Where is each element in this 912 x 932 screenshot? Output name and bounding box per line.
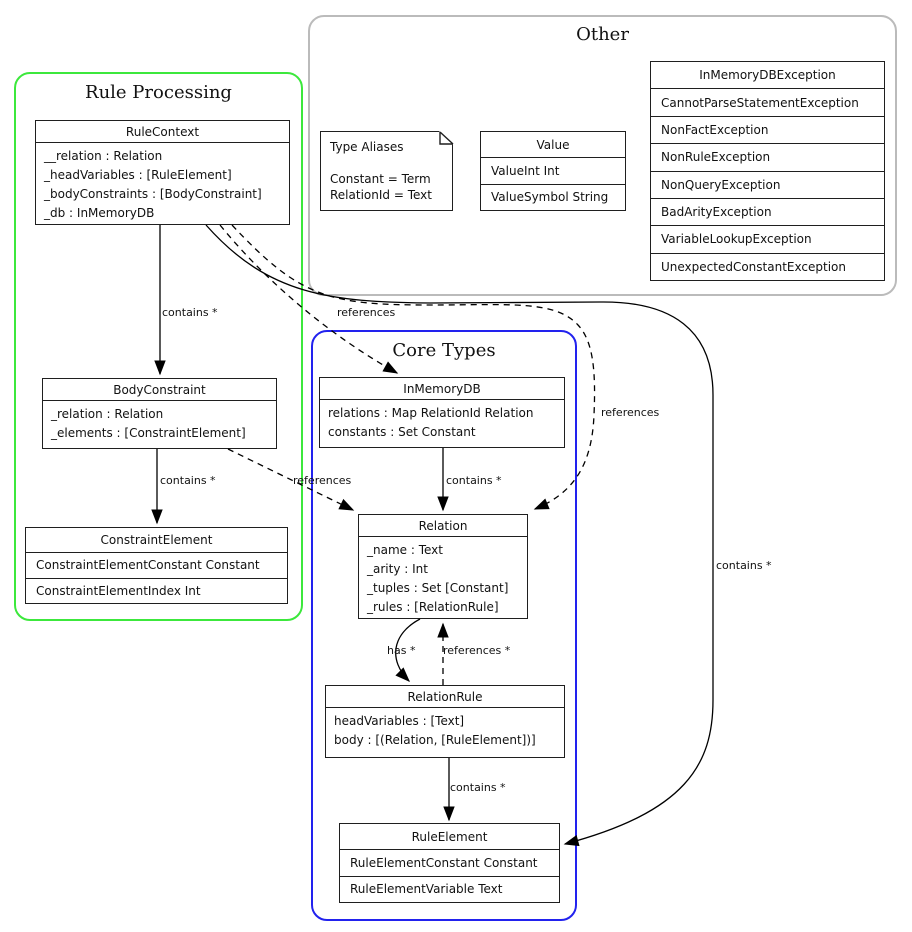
attr-line: relations : Map RelationId Relation bbox=[328, 406, 534, 420]
class-bodyconstraint-attrs bbox=[43, 401, 276, 448]
class-bodyconstraint bbox=[42, 378, 277, 449]
note-line: RelationId = Text bbox=[330, 188, 432, 202]
edge-label-contains: contains * bbox=[160, 474, 216, 487]
attr-line: _tuples : Set [Constant] bbox=[367, 581, 509, 595]
class-inmemorydb-attrs bbox=[320, 400, 564, 447]
note-title: Type Aliases bbox=[330, 140, 404, 154]
edge-label-references: references bbox=[601, 406, 660, 419]
type-aliases-note bbox=[320, 131, 453, 211]
class-value-name: Value bbox=[481, 132, 625, 158]
attr-line: _name : Text bbox=[367, 543, 443, 557]
variant-row: NonFactException bbox=[651, 117, 884, 144]
edge-label-contains: contains * bbox=[716, 559, 772, 572]
class-relation-attrs bbox=[359, 537, 527, 621]
attr-line: headVariables : [Text] bbox=[334, 714, 465, 728]
note-line: Constant = Term bbox=[330, 172, 431, 186]
variant-row: RuleElementConstant Constant bbox=[340, 850, 559, 876]
class-relationrule-attrs bbox=[326, 708, 564, 757]
class-bodyconstraint-name: BodyConstraint bbox=[43, 379, 276, 401]
group-title-rule-processing: Rule Processing bbox=[85, 82, 232, 103]
variant-row: NonRuleException bbox=[651, 144, 884, 171]
attr-line: _db : InMemoryDB bbox=[44, 206, 155, 220]
variant-row: BadArityException bbox=[651, 199, 884, 226]
edge-label-references: references bbox=[337, 306, 396, 319]
edge-label-references: references bbox=[293, 474, 352, 487]
class-inmemorydbexception bbox=[650, 61, 885, 281]
attr-line: __relation : Relation bbox=[44, 149, 163, 163]
attr-line: constants : Set Constant bbox=[328, 425, 476, 439]
variant-row: VariableLookupException bbox=[651, 226, 884, 253]
attr-line: _bodyConstraints : [BodyConstraint] bbox=[44, 187, 262, 201]
class-ruleelement bbox=[339, 823, 560, 903]
class-relation-name: Relation bbox=[359, 515, 527, 537]
class-value bbox=[480, 131, 626, 211]
variant-row: UnexpectedConstantException bbox=[661, 259, 846, 274]
class-rulecontext bbox=[35, 120, 290, 225]
variant-row: NonQueryException bbox=[651, 172, 884, 199]
class-inmemorydbexception-name: InMemoryDBException bbox=[651, 62, 884, 89]
attr-line: _rules : [RelationRule] bbox=[367, 600, 499, 614]
edge-label-has: has * bbox=[387, 644, 416, 657]
edge-label-contains: contains * bbox=[446, 474, 502, 487]
group-title-core-types: Core Types bbox=[392, 340, 496, 361]
note-fold-icon bbox=[439, 131, 454, 146]
variant-row: RuleElementVariable Text bbox=[350, 882, 503, 897]
class-ruleelement-name: RuleElement bbox=[340, 824, 559, 850]
edge-label-contains: contains * bbox=[162, 306, 218, 319]
variant-row: CannotParseStatementException bbox=[651, 89, 884, 116]
variant-row: ConstraintElementIndex Int bbox=[36, 583, 201, 598]
attr-line: _headVariables : [RuleElement] bbox=[44, 168, 232, 182]
class-rulecontext-attrs bbox=[36, 143, 289, 227]
attr-line: body : [(Relation, [RuleElement])] bbox=[334, 733, 536, 747]
variant-row: ConstraintElementConstant Constant bbox=[26, 553, 287, 578]
class-relation bbox=[358, 514, 528, 619]
class-rulecontext-name: RuleContext bbox=[36, 121, 289, 143]
variant-row: ValueSymbol String bbox=[491, 190, 609, 205]
class-inmemorydb-name: InMemoryDB bbox=[320, 378, 564, 400]
edge-label-references: references * bbox=[443, 644, 511, 657]
class-relationrule bbox=[325, 685, 565, 758]
class-inmemorydb bbox=[319, 377, 565, 448]
class-relationrule-name: RelationRule bbox=[326, 686, 564, 708]
attr-line: _elements : [ConstraintElement] bbox=[51, 426, 246, 440]
variant-row: ValueInt Int bbox=[481, 158, 625, 184]
group-title-other: Other bbox=[576, 24, 629, 45]
edge-label-contains: contains * bbox=[450, 781, 506, 794]
class-constraintelement-name: ConstraintElement bbox=[26, 528, 287, 553]
class-constraintelement bbox=[25, 527, 288, 604]
attr-line: _arity : Int bbox=[367, 562, 428, 576]
attr-line: _relation : Relation bbox=[51, 407, 164, 421]
